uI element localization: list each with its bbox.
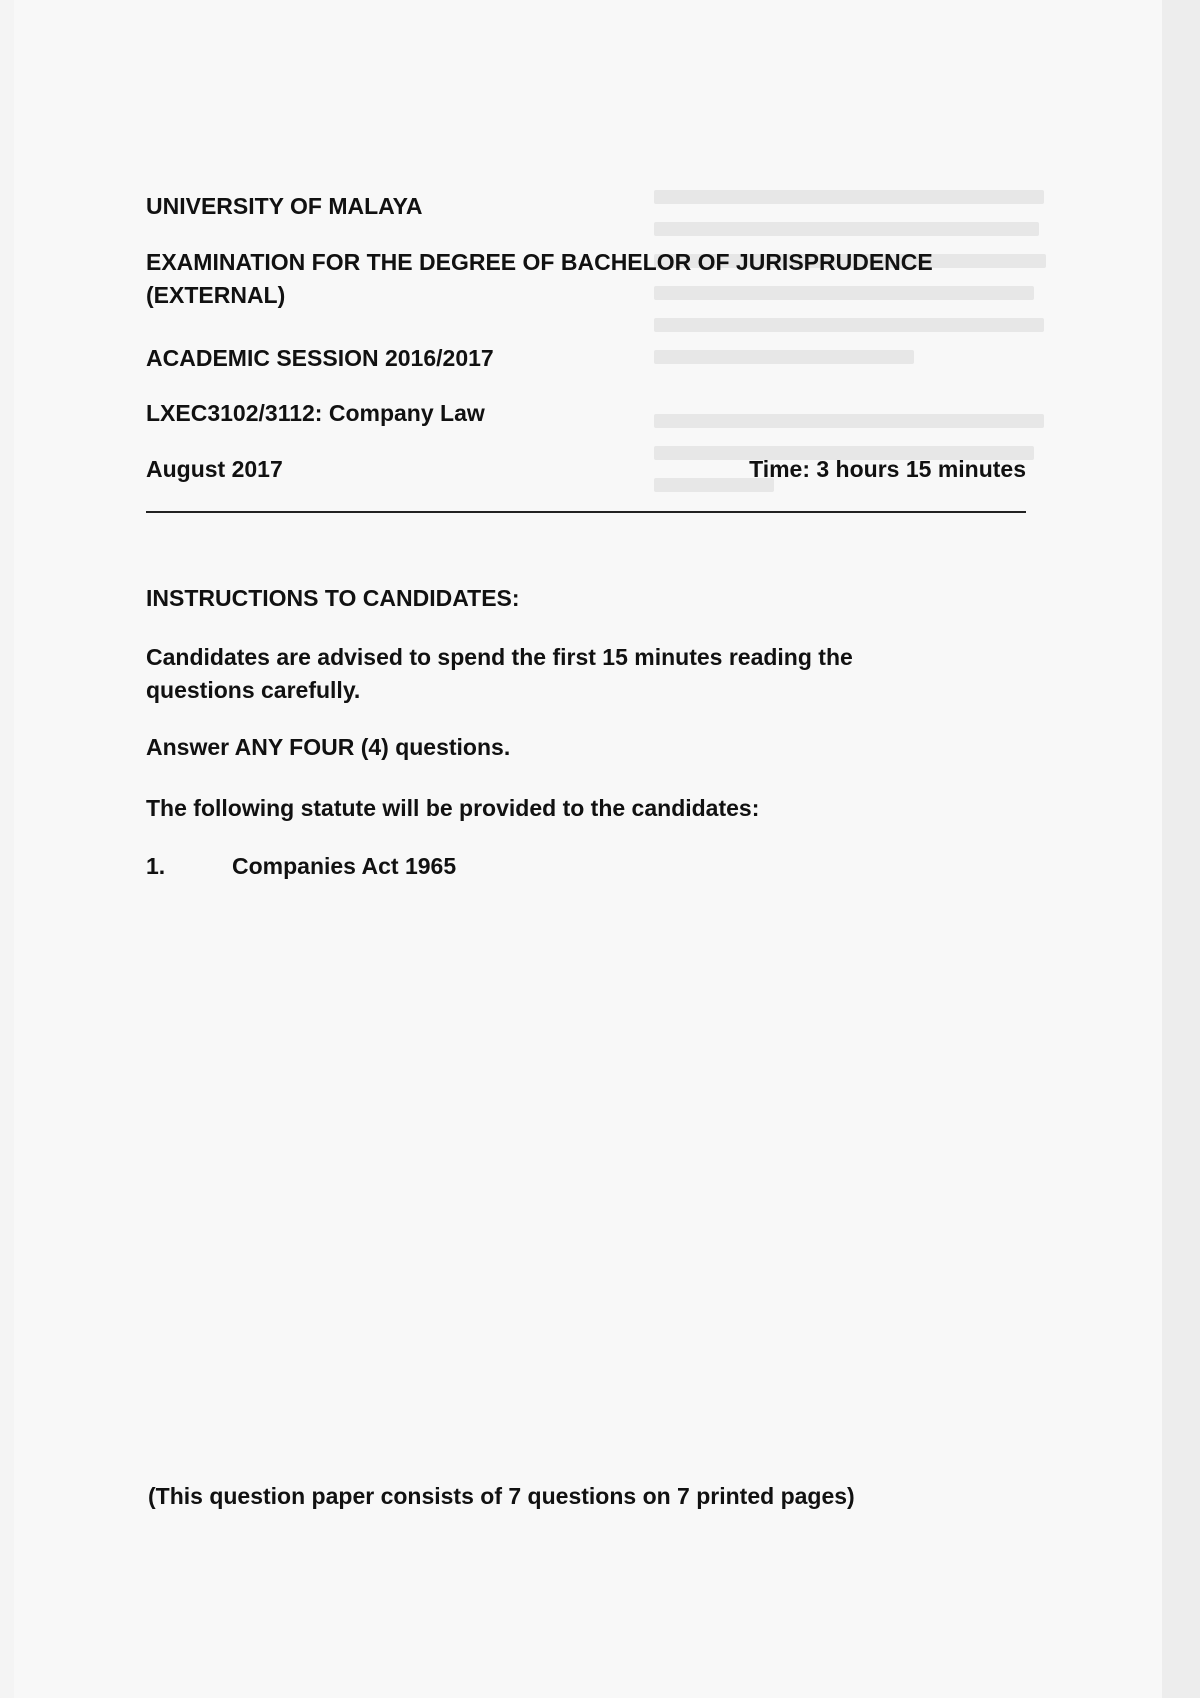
page-count-note: (This question paper consists of 7 questions on 7 printed pages) bbox=[148, 1483, 855, 1509]
page-edge-shadow bbox=[1162, 0, 1200, 1698]
degree-title: EXAMINATION FOR THE DEGREE OF BACHELOR OF JURISPRUDENCE (EXTERNAL) bbox=[146, 249, 933, 308]
answer-instruction: Answer ANY FOUR (4) questions. bbox=[146, 734, 511, 760]
university-name: UNIVERSITY OF MALAYA bbox=[146, 193, 423, 219]
divider bbox=[146, 511, 1026, 513]
exam-date: August 2017 bbox=[146, 456, 283, 482]
statute-number: 1. bbox=[146, 853, 166, 879]
statute-list-item bbox=[146, 850, 456, 883]
instructions-heading: INSTRUCTIONS TO CANDIDATES: bbox=[146, 585, 520, 611]
academic-session: ACADEMIC SESSION 2016/2017 bbox=[146, 345, 494, 371]
reading-time-advice: Candidates are advised to spend the first 15 minutes reading the questions carefully. bbox=[146, 644, 853, 703]
statute-title: Companies Act 1965 bbox=[232, 853, 457, 879]
course-title: LXEC3102/3112: Company Law bbox=[146, 400, 485, 426]
statute-intro: The following statute will be provided to the candidates: bbox=[146, 795, 760, 821]
exam-duration: Time: 3 hours 15 minutes bbox=[749, 456, 1026, 482]
